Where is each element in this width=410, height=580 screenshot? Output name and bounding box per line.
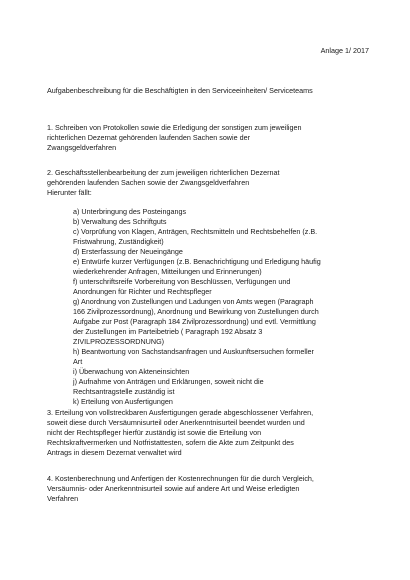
section-line: gehörenden laufenden Sachen sowie der Zwangsgeldverfahren (47, 178, 250, 187)
section-line: nicht der Rechtspfleger hierfür zuständig ist sowie die Erteilung von (47, 428, 262, 437)
sublist-line: 166 Zivilprozessordnung), Anordnung und Bewirkung von Zustellungen durch (73, 307, 319, 316)
section-line: 1. Schreiben von Protokollen sowie die Erledigung der sonstigen zum jeweiligen (47, 123, 302, 132)
section-line: Versäumnis- oder Anerkenntnisurteil sowie auf andere Art und Weise erledigten (47, 484, 300, 493)
sublist-line: d) Ersterfassung der Neueingänge (73, 247, 183, 256)
section-1 (47, 123, 382, 153)
sublist-line: c) Vorprüfung von Klagen, Anträgen, Rechtsmitteln und Rechtsbehelfen (z.B. (73, 227, 318, 236)
sublist-line: Aufgabe zur Post (Paragraph 184 Zivilprozessordnung) und evtl. Vermittlung (73, 317, 316, 326)
section-line: 3. Erteilung von vollstreckbaren Ausfertigungen gerade abgeschlossener Verfahren, (47, 408, 314, 417)
sublist-line: der Zustellungen im Parteibetrieb ( Paragraph 192 Absatz 3 (73, 327, 263, 336)
sublist-line: Rechtsantragstelle zuständig ist (73, 387, 175, 396)
sublist-line: ZIVILPROZESSORDNUNG) (73, 337, 165, 346)
sublist-line: g) Anordnung von Zustellungen und Ladungen von Amts wegen (Paragraph (73, 297, 314, 306)
sublist-line: b) Verwaltung des Schriftguts (73, 217, 167, 226)
annex-label: Anlage 1/ 2017 (320, 46, 369, 55)
section-line: Zwangsgeldverfahren (47, 143, 117, 152)
section-4 (47, 474, 382, 504)
task-sublist (73, 207, 393, 407)
section-line: Verfahren (47, 494, 79, 503)
sublist-line: f) unterschriftsreife Vorbereitung von Beschlüssen, Verfügungen und (73, 277, 291, 286)
sublist-line: wiederkehrender Anfragen, Mitteilungen und Erinnerungen) (73, 267, 262, 276)
sublist-line: a) Unterbringung des Posteingangs (73, 207, 187, 216)
sublist-line: Art (73, 357, 83, 366)
sublist-line: i) Überwachung von Akteneinsichten (73, 367, 190, 376)
sublist-line: Fristwahrung, Zuständigkeit) (73, 237, 164, 246)
section-line: Hierunter fällt: (47, 188, 92, 197)
sublist-line: h) Beantwortung von Sachstandsanfragen und Auskunftsersuchen formeller (73, 347, 314, 356)
section-3 (47, 408, 382, 458)
section-line: 2. Geschäftsstellenbearbeitung der zum jeweiligen richterlichen Dezernat (47, 168, 280, 177)
section-line: 4. Kostenberechnung und Anfertigen der Kostenrechnungen für die durch Vergleich, (47, 474, 314, 483)
document-title: Aufgabenbeschreibung für die Beschäftigten in den Serviceeinheiten/ Serviceteams (47, 86, 313, 95)
sublist-line: Anordnungen für Richter und Rechtspfleger (73, 287, 212, 296)
section-line: richterlichen Dezernat gehörenden laufenden Sachen sowie der (47, 133, 250, 142)
section-2 (47, 168, 382, 198)
section-line: soweit diese durch Versäumnisurteil oder Anerkenntnisurteil beendet wurden und (47, 418, 305, 427)
sublist-line: k) Erteilung von Ausfertigungen (73, 397, 173, 406)
section-line: Rechtskraftvermerken und Notfristattesten, sofern die Akte zum Zeitpunkt des (47, 438, 294, 447)
sublist-line: j) Aufnahme von Anträgen und Erklärungen, soweit nicht die (73, 377, 264, 386)
section-line: Antrags in diesem Dezernat verwaltet wird (47, 448, 182, 457)
sublist-line: e) Entwürfe kurzer Verfügungen (z.B. Benachrichtigung und Erledigung häufig (73, 257, 321, 266)
